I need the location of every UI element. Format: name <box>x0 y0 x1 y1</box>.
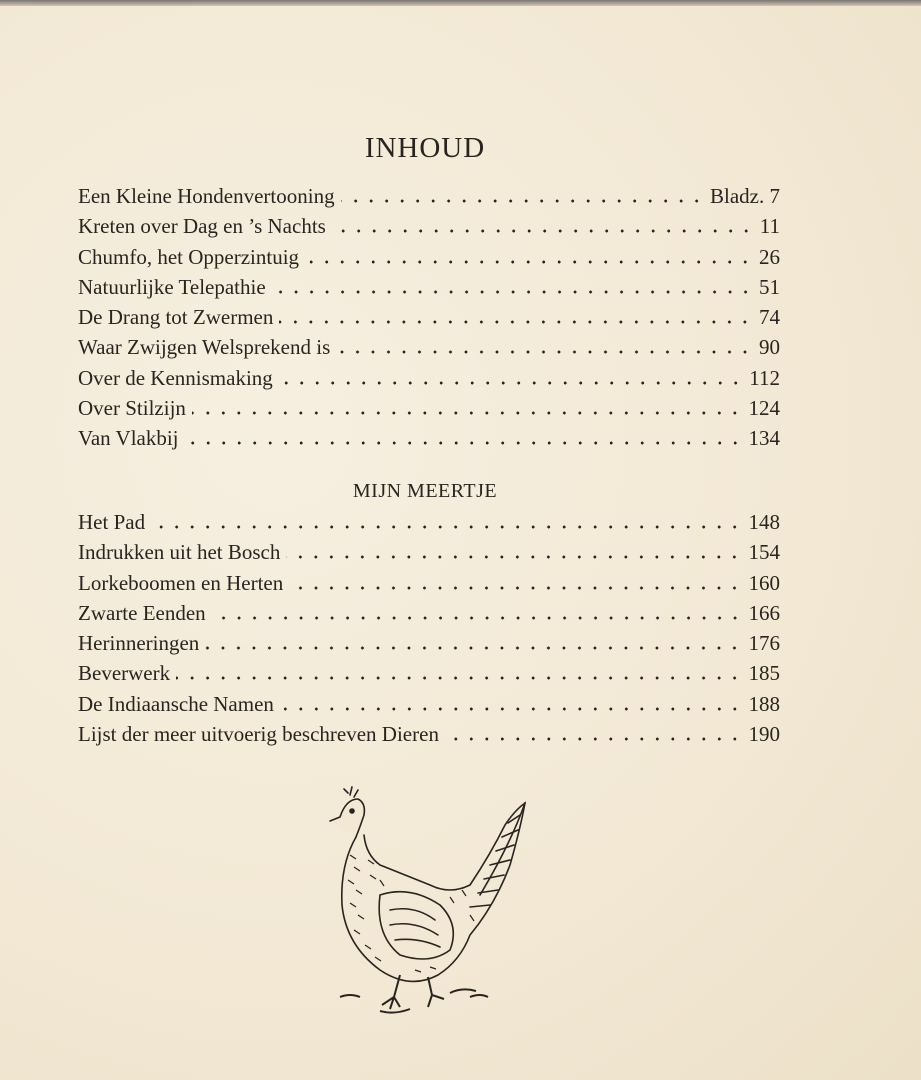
dot-leader <box>341 199 704 203</box>
entry-title: Het Pad <box>78 510 146 534</box>
toc-entry <box>78 426 780 456</box>
dot-leader <box>205 646 742 650</box>
entry-page-number: 74 <box>759 305 780 330</box>
entry-title: Van Vlakbij <box>78 426 179 451</box>
entry-page-number: 148 <box>748 510 780 534</box>
entry-title: De Indiaansche Namen <box>78 691 274 716</box>
entry-title: Indrukken uit het Bosch <box>78 540 281 565</box>
entry-page-number: 90 <box>759 335 780 360</box>
entry-page-number: 185 <box>748 661 780 686</box>
dot-leader <box>279 320 753 324</box>
dot-leader <box>280 707 743 711</box>
toc-entry <box>78 335 780 365</box>
entry-title: Lorkeboomen en Herten <box>78 570 284 595</box>
entry-page-number: 51 <box>759 274 780 299</box>
entry-title: Over de Kennismaking <box>78 365 273 390</box>
toc-entry <box>78 692 780 722</box>
dot-leader <box>279 381 743 385</box>
toc-entry <box>78 396 780 426</box>
entry-page-number: 176 <box>748 631 780 656</box>
toc-entry <box>78 245 780 275</box>
dot-leader <box>445 737 743 741</box>
dot-leader <box>289 586 742 590</box>
dot-leader <box>212 616 743 620</box>
entry-title: Zwarte Eenden <box>78 600 206 625</box>
dot-leader <box>185 441 743 445</box>
entry-page-number: 124 <box>748 396 780 421</box>
entry-page-number: 112 <box>749 365 780 390</box>
entry-title: De Drang tot Zwermen <box>78 305 274 330</box>
dot-leader <box>151 525 742 529</box>
page-title: INHOUD <box>364 132 486 164</box>
dot-leader <box>176 676 742 680</box>
toc-entry <box>78 510 780 540</box>
dot-leader <box>336 350 753 354</box>
entry-title: Over Stilzijn <box>78 396 186 421</box>
entry-title: Waar Zwijgen Welsprekend is <box>78 335 331 360</box>
dot-leader <box>286 555 742 559</box>
toc-entry <box>78 214 780 244</box>
toc-entry <box>78 631 780 661</box>
entry-page-number: 134 <box>748 426 780 451</box>
entry-page-number: 11 <box>759 214 780 239</box>
toc-entry <box>78 722 780 752</box>
toc-entry <box>78 184 780 214</box>
entry-title: Beverwerk <box>78 661 171 686</box>
grouse-illustration <box>320 785 540 1030</box>
page-top-edge <box>0 0 921 6</box>
entry-title: Herinneringen <box>78 631 200 656</box>
entry-page-number: 154 <box>748 540 780 565</box>
dot-leader <box>192 411 743 415</box>
entry-page-number: Bladz. 7 <box>710 184 780 208</box>
entry-page-number: 26 <box>759 244 780 269</box>
toc-entry <box>78 661 780 691</box>
entry-title: Lijst der meer uitvoerig beschreven Dieren <box>78 722 439 747</box>
section-heading: MIJN MEERTJE <box>352 480 498 502</box>
entry-page-number: 166 <box>748 600 780 625</box>
entry-title: Natuurlijke Telepathie <box>78 274 266 299</box>
dot-leader <box>332 229 754 233</box>
entry-page-number: 190 <box>748 722 780 747</box>
toc-entry <box>78 275 780 305</box>
entry-page-number: 188 <box>748 691 780 716</box>
toc-entry <box>78 540 780 570</box>
entry-title: Een Kleine Hondenvertooning <box>78 184 335 208</box>
toc-part-1 <box>78 184 780 457</box>
toc-entry <box>78 305 780 335</box>
toc-entry <box>78 571 780 601</box>
entry-page-number: 160 <box>748 570 780 595</box>
toc-part-2 <box>78 510 780 752</box>
dot-leader <box>272 290 753 294</box>
toc-entry <box>78 366 780 396</box>
dot-leader <box>305 260 753 264</box>
toc-entry <box>78 601 780 631</box>
entry-title: Chumfo, het Opperzintuig <box>78 244 300 269</box>
entry-title: Kreten over Dag en ’s Nachts <box>78 214 326 239</box>
